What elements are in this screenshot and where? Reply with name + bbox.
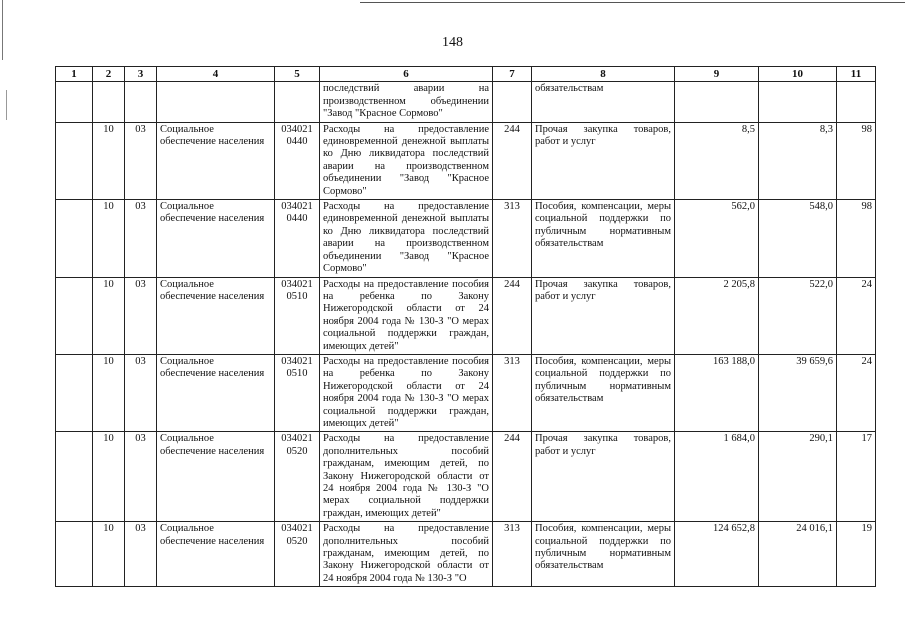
cell-percent: 24 <box>837 354 876 431</box>
cell-expense-type: Пособия, компенсации, меры социальной поддержки по публичным нормативным обязательствам <box>532 522 675 587</box>
column-header: 11 <box>837 67 876 82</box>
cell <box>56 200 93 277</box>
cell-expense-type: Пособия, компенсации, меры социальной поддержки по публичным нормативным обязательствам <box>532 354 675 431</box>
column-header: 6 <box>320 67 493 82</box>
cell-section-name: Социальное обеспечение населения <box>157 432 275 522</box>
cell-planned: 8,5 <box>675 122 759 199</box>
cell-target-code: 034021 0510 <box>275 354 320 431</box>
table-row <box>56 277 876 354</box>
cell-executed: 39 659,6 <box>759 354 837 431</box>
table-row <box>56 522 876 587</box>
cell-expense-code: 313 <box>493 522 532 587</box>
cell-expense-type: Пособия, компенсации, меры социальной поддержки по публичным нормативным обязательствам <box>532 200 675 277</box>
cell-executed: 8,3 <box>759 122 837 199</box>
cell-expense-code: 244 <box>493 277 532 354</box>
page-number: 148 <box>442 35 463 50</box>
table-row <box>56 432 876 522</box>
cell <box>56 122 93 199</box>
cell-section: 10 <box>93 277 125 354</box>
cell-planned: 2 205,8 <box>675 277 759 354</box>
cell-planned <box>675 82 759 122</box>
cell-percent: 19 <box>837 522 876 587</box>
cell-section-name: Социальное обеспечение населения <box>157 522 275 587</box>
cell <box>56 354 93 431</box>
header-row <box>56 67 876 82</box>
cell <box>56 277 93 354</box>
cell-expense-type: обязательствам <box>532 82 675 122</box>
column-header: 3 <box>125 67 157 82</box>
cell-section-name: Социальное обеспечение населения <box>157 354 275 431</box>
cell-section: 10 <box>93 354 125 431</box>
cell-description: Расходы на предоставление дополнительных пособий гражданам, имеющим детей, по Закону Нижегородской области от 24 ноября 2004 года № 130-З "О <box>320 522 493 587</box>
cell <box>56 82 93 122</box>
cell <box>56 432 93 522</box>
cell-expense-type: Прочая закупка товаров, работ и услуг <box>532 122 675 199</box>
cell-subsection: 03 <box>125 432 157 522</box>
column-header: 4 <box>157 67 275 82</box>
cell-section: 10 <box>93 432 125 522</box>
cell-planned: 124 652,8 <box>675 522 759 587</box>
cell-executed: 24 016,1 <box>759 522 837 587</box>
cell-executed <box>759 82 837 122</box>
cell-description: Расходы на предоставление дополнительных пособий гражданам, имеющим детей, по Закону Нижегородской области от 24 ноября 2004 года № 130-З "О мерах социальной поддержки граждан, имеющих детей" <box>320 432 493 522</box>
cell-subsection <box>125 82 157 122</box>
cell-description: Расходы на предоставление пособия на ребенка по Закону Нижегородской области от 24 ноября 2004 года № 130-З "О мерах социальной поддержки граждан, имеющих детей" <box>320 354 493 431</box>
column-header: 5 <box>275 67 320 82</box>
cell-section-name: Социальное обеспечение населения <box>157 277 275 354</box>
cell-expense-code: 244 <box>493 122 532 199</box>
budget-table <box>55 66 876 587</box>
table-row <box>56 354 876 431</box>
cell-section-name: Социальное обеспечение населения <box>157 200 275 277</box>
cell-expense-code: 313 <box>493 200 532 277</box>
cell-description: Расходы на предоставление пособия на ребенка по Закону Нижегородской области от 24 ноября 2004 года № 130-З "О мерах социальной поддержки граждан, имеющих детей" <box>320 277 493 354</box>
cell-executed: 522,0 <box>759 277 837 354</box>
table-row <box>56 82 876 122</box>
cell-target-code: 034021 0520 <box>275 432 320 522</box>
column-header: 1 <box>56 67 93 82</box>
cell-target-code <box>275 82 320 122</box>
cell-target-code: 034021 0520 <box>275 522 320 587</box>
cell-planned: 163 188,0 <box>675 354 759 431</box>
scan-edge-line <box>6 90 7 120</box>
cell-section: 10 <box>93 522 125 587</box>
cell-planned: 1 684,0 <box>675 432 759 522</box>
cell-subsection: 03 <box>125 354 157 431</box>
cell-expense-code <box>493 82 532 122</box>
cell <box>56 522 93 587</box>
column-header: 2 <box>93 67 125 82</box>
column-header: 7 <box>493 67 532 82</box>
cell-expense-type: Прочая закупка товаров, работ и услуг <box>532 277 675 354</box>
cell-section <box>93 82 125 122</box>
cell-percent <box>837 82 876 122</box>
column-header: 8 <box>532 67 675 82</box>
cell-target-code: 034021 0440 <box>275 122 320 199</box>
cell-section: 10 <box>93 122 125 199</box>
cell-subsection: 03 <box>125 200 157 277</box>
cell-description: Расходы на предоставление единовременной денежной выплаты ко Дню ликвидатора последствий аварии на производственном объединении "Завод "Красное Сормово" <box>320 200 493 277</box>
cell-planned: 562,0 <box>675 200 759 277</box>
cell-description: последствий аварии на производственном объединении "Завод "Красное Сормово" <box>320 82 493 122</box>
cell-subsection: 03 <box>125 522 157 587</box>
column-header: 9 <box>675 67 759 82</box>
column-header: 10 <box>759 67 837 82</box>
cell-target-code: 034021 0510 <box>275 277 320 354</box>
cell-target-code: 034021 0440 <box>275 200 320 277</box>
cell-section-name: Социальное обеспечение населения <box>157 122 275 199</box>
cell-section: 10 <box>93 200 125 277</box>
cell-executed: 290,1 <box>759 432 837 522</box>
table-row <box>56 122 876 199</box>
cell-expense-type: Прочая закупка товаров, работ и услуг <box>532 432 675 522</box>
cell-percent: 98 <box>837 200 876 277</box>
cell-executed: 548,0 <box>759 200 837 277</box>
table-row <box>56 200 876 277</box>
cell-expense-code: 244 <box>493 432 532 522</box>
cell-section-name <box>157 82 275 122</box>
cell-subsection: 03 <box>125 277 157 354</box>
cell-description: Расходы на предоставление единовременной денежной выплаты ко Дню ликвидатора последствий аварии на производственном объединении "Завод "Красное Сормово" <box>320 122 493 199</box>
scan-edge-line <box>360 2 905 3</box>
scan-edge-line <box>2 0 3 60</box>
cell-percent: 98 <box>837 122 876 199</box>
cell-subsection: 03 <box>125 122 157 199</box>
cell-percent: 24 <box>837 277 876 354</box>
cell-expense-code: 313 <box>493 354 532 431</box>
cell-percent: 17 <box>837 432 876 522</box>
